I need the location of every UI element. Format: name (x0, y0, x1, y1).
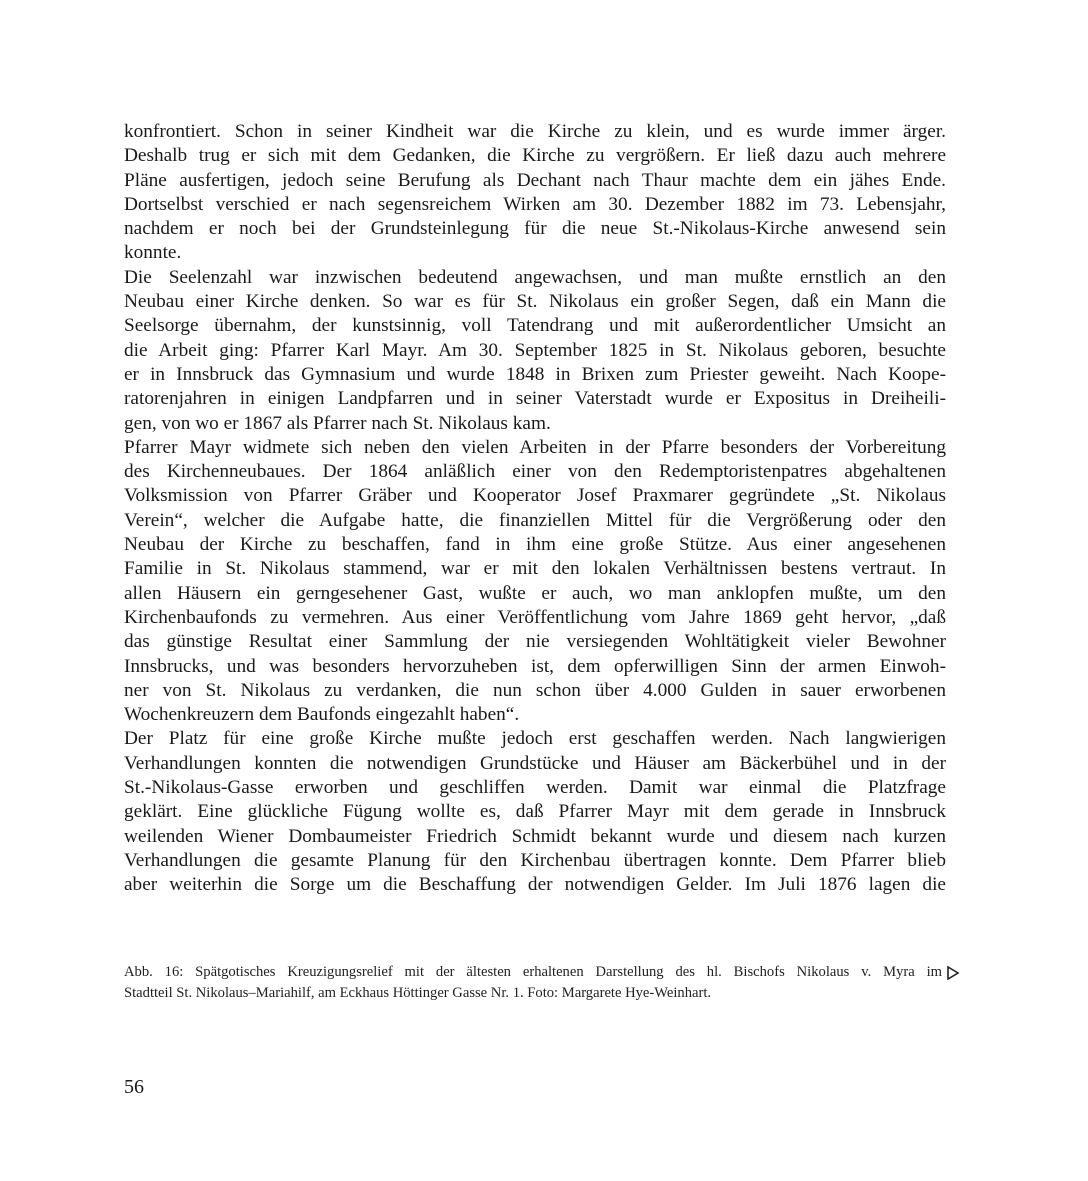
body-text (124, 120, 946, 898)
text-line: er in Innsbruck das Gymnasium und wurde 1848 in Brixen zum Priester geweiht. Nach Koope- (124, 363, 946, 385)
text-line: Deshalb trug er sich mit dem Gedanken, die Kirche zu vergrößern. Er ließ dazu auch mehrere (124, 145, 946, 167)
caption-line-1: Abb. 16: Spätgotisches Kreuzigungsrelief mit der ältesten erhaltenen Darstellung des hl. Bischofs Nikolaus v. Myra im (124, 964, 942, 980)
text-line: Pfarrer Mayr widmete sich neben den vielen Arbeiten in der Pfarre besonders der Vorbereitung (124, 436, 946, 458)
text-line: Wochenkreuzern dem Baufonds eingezahlt haben“. (124, 704, 520, 726)
text-line: Verhandlungen konnten die notwendigen Grundstücke und Häuser am Bäckerbühel und in der (124, 752, 946, 774)
text-line: konfrontiert. Schon in seiner Kindheit war die Kirche zu klein, und es wurde immer ärger. (124, 121, 946, 142)
text-line: Innsbrucks, und was besonders hervorzuheben ist, dem opferwilligen Sinn der armen Einwoh- (124, 655, 946, 677)
text-line: konnte. (124, 242, 182, 264)
caption-line-2: Stadtteil St. Nikolaus–Mariahilf, am Eckhaus Höttinger Gasse Nr. 1. Foto: Margarete Hye-Weinhart. (124, 984, 712, 1001)
text-line: Neubau der Kirche zu beschaffen, fand in ihm eine große Stütze. Aus einer angesehenen (124, 534, 946, 556)
text-line: Seelsorge übernahm, der kunstsinnig, voll Tatendrang und mit außerordentlicher Umsicht an (124, 315, 946, 337)
text-line: ner von St. Nikolaus zu verdanken, die nun schon über 4.000 Gulden in sauer erworbenen (124, 679, 946, 701)
text-line: Volksmission von Pfarrer Gräber und Kooperator Josef Praxmarer gegründete „St. Nikolaus (124, 485, 946, 507)
text-line: Pläne ausfertigen, jedoch seine Berufung als Dechant nach Thaur machte dem ein jähes Ende. (124, 169, 946, 191)
text-line: Verein“, welcher die Aufgabe hatte, die finanziellen Mittel für die Vergrößerung oder den (124, 509, 946, 531)
text-line: nachdem er noch bei der Grundsteinlegung für die neue St.-Nikolaus-Kirche anwesend sein (124, 218, 946, 240)
text-line: des Kirchenneubaues. Der 1864 anläßlich einer von den Redemptoristenpatres abgehaltenen (124, 461, 946, 483)
text-line: Neubau einer Kirche denken. So war es für St. Nikolaus ein großer Segen, daß ein Mann die (124, 291, 946, 313)
text-line: ratorenjahren in einigen Landpfarren und in seiner Vaterstadt wurde er Expositus in Dreiheili- (124, 388, 946, 410)
text-line: Familie in St. Nikolaus stammend, war er mit den lokalen Verhältnissen bestens vertraut. In (124, 558, 946, 580)
page-number: 56 (124, 1076, 144, 1098)
text-line: geklärt. Eine glückliche Fügung wollte es, daß Pfarrer Mayr mit dem gerade in Innsbruck (124, 801, 946, 823)
text-line: das günstige Resultat einer Sammlung der nie versiegenden Wohltätigkeit vieler Bewohner (124, 631, 946, 653)
text-line: weilenden Wiener Dombaumeister Friedrich Schmidt bekannt wurde und diesem nach kurzen (124, 825, 946, 847)
text-line: St.-Nikolaus-Gasse erworben und geschliffen werden. Damit war einmal die Platzfrage (124, 777, 946, 799)
text-line: Kirchenbaufonds zu vermehren. Aus einer Veröffentlichung vom Jahre 1869 geht hervor, „daß (124, 606, 946, 628)
text-line: Die Seelenzahl war inzwischen bedeutend angewachsen, und man mußte ernstlich an den (124, 266, 946, 288)
figure-caption (124, 962, 950, 1003)
text-line: die Arbeit ging: Pfarrer Karl Mayr. Am 30. September 1825 in St. Nikolaus geboren, besuchte (124, 339, 946, 361)
text-line: gen, von wo er 1867 als Pfarrer nach St. Nikolaus kam. (124, 412, 551, 434)
arrow-right-outline-icon (946, 966, 960, 980)
text-line: Der Platz für eine große Kirche mußte jedoch erst geschaffen werden. Nach langwierigen (124, 728, 946, 750)
text-line: Verhandlungen die gesamte Planung für den Kirchenbau übertragen konnte. Dem Pfarrer blieb (124, 849, 946, 871)
text-line: Dortselbst verschied er nach segensreichem Wirken am 30. Dezember 1882 im 73. Lebensjahr, (124, 193, 946, 215)
text-line: allen Häusern ein gerngesehener Gast, wußte er auch, wo man anklopfen mußte, um den (124, 582, 946, 604)
text-line: aber weiterhin die Sorge um die Beschaffung der notwendigen Gelder. Im Juli 1876 lagen die (124, 874, 946, 896)
